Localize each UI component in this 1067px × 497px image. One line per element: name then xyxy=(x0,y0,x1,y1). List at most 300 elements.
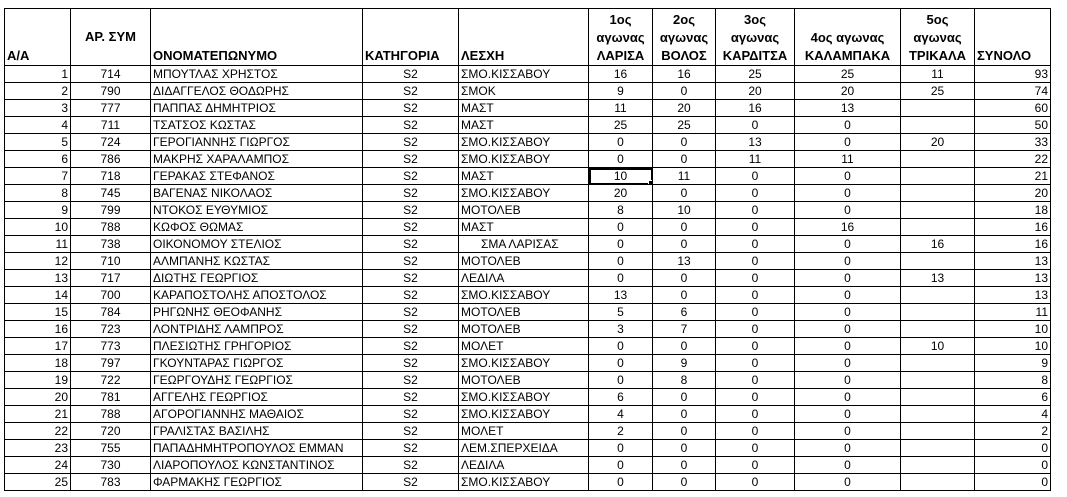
cell-ar-sym[interactable]: 786 xyxy=(71,151,151,168)
cell-race-5[interactable]: 20 xyxy=(901,134,975,151)
cell-race-4[interactable]: 0 xyxy=(795,321,901,338)
cell-race-3[interactable]: 0 xyxy=(716,219,795,236)
cell-race-5[interactable] xyxy=(901,474,975,491)
cell-aa[interactable]: 13 xyxy=(5,270,71,287)
cell-race-2[interactable]: 0 xyxy=(653,423,716,440)
cell-category[interactable]: S2 xyxy=(363,185,459,202)
cell-race-4[interactable]: 0 xyxy=(795,253,901,270)
cell-race-4[interactable]: 0 xyxy=(795,423,901,440)
cell-ar-sym[interactable]: 784 xyxy=(71,304,151,321)
header-club[interactable]: ΛΕΣΧΗ xyxy=(459,9,589,66)
cell-race-5[interactable]: 11 xyxy=(901,66,975,83)
cell-race-1[interactable]: 4 xyxy=(589,406,653,423)
header-race-1-line-3: ΛΑΡΙΣΑ xyxy=(596,48,645,63)
cell-total[interactable]: 60 xyxy=(975,100,1051,117)
cell-aa[interactable]: 17 xyxy=(5,338,71,355)
cell-club[interactable]: ΣΜΟ.ΚΙΣΣΑΒΟΥ xyxy=(459,66,589,83)
cell-race-2[interactable]: 0 xyxy=(653,440,716,457)
cell-ar-sym[interactable]: 714 xyxy=(71,66,151,83)
cell-race-3[interactable]: 0 xyxy=(716,253,795,270)
header-race-2[interactable] xyxy=(653,9,716,66)
cell-aa[interactable]: 10 xyxy=(5,219,71,236)
cell-ar-sym[interactable]: 717 xyxy=(71,270,151,287)
cell-ar-sym[interactable]: 711 xyxy=(71,117,151,134)
cell-race-4[interactable]: 0 xyxy=(795,117,901,134)
cell-name[interactable]: ΚΑΡΑΠΟΣΤΟΛΗΣ ΑΠΟΣΤΟΛΟΣ xyxy=(151,287,363,304)
cell-category[interactable]: S2 xyxy=(363,287,459,304)
cell-race-4[interactable]: 0 xyxy=(795,236,901,253)
cell-total[interactable]: 50 xyxy=(975,117,1051,134)
cell-race-4[interactable]: 20 xyxy=(795,83,901,100)
cell-aa[interactable]: 12 xyxy=(5,253,71,270)
cell-race-5[interactable] xyxy=(901,253,975,270)
cell-aa[interactable]: 21 xyxy=(5,406,71,423)
cell-race-2[interactable]: 0 xyxy=(653,287,716,304)
cell-ar-sym[interactable]: 718 xyxy=(71,168,151,185)
cell-race-5[interactable] xyxy=(901,151,975,168)
header-category[interactable]: ΚΑΤΗΓΟΡΙΑ xyxy=(363,9,459,66)
cell-ar-sym[interactable]: 745 xyxy=(71,185,151,202)
cell-race-4[interactable]: 13 xyxy=(795,100,901,117)
cell-ar-sym[interactable]: 710 xyxy=(71,253,151,270)
cell-ar-sym[interactable]: 724 xyxy=(71,134,151,151)
cell-race-5[interactable] xyxy=(901,457,975,474)
cell-aa[interactable]: 6 xyxy=(5,151,71,168)
cell-race-4[interactable]: 16 xyxy=(795,219,901,236)
cell-name[interactable]: ΚΩΦΟΣ ΘΩΜΑΣ xyxy=(151,219,363,236)
cell-race-1[interactable]: 0 xyxy=(589,219,653,236)
cell-club[interactable]: ΣΜΟ.ΚΙΣΣΑΒΟΥ xyxy=(459,287,589,304)
cell-club[interactable]: ΜΟΤΟΛΕΒ xyxy=(459,202,589,219)
cell-race-3[interactable]: 0 xyxy=(716,202,795,219)
cell-race-1[interactable]: 0 xyxy=(589,457,653,474)
cell-club[interactable]: ΣΜΟ.ΚΙΣΣΑΒΟΥ xyxy=(459,406,589,423)
cell-race-5[interactable] xyxy=(901,100,975,117)
cell-race-1[interactable]: 0 xyxy=(589,338,653,355)
cell-race-4[interactable]: 0 xyxy=(795,457,901,474)
cell-race-1[interactable]: 5 xyxy=(589,304,653,321)
cell-race-3[interactable]: 0 xyxy=(716,117,795,134)
cell-club[interactable]: ΣΜΟΚ xyxy=(459,83,589,100)
cell-ar-sym[interactable]: 797 xyxy=(71,355,151,372)
header-race-3-line-3: ΚΑΡΔΙΤΣΑ xyxy=(722,48,788,63)
cell-race-2[interactable]: 0 xyxy=(653,219,716,236)
cell-race-1[interactable]: 0 xyxy=(589,270,653,287)
cell-name[interactable]: ΒΑΓΕΝΑΣ ΝΙΚΟΛΑΟΣ xyxy=(151,185,363,202)
cell-category[interactable]: S2 xyxy=(363,219,459,236)
cell-race-1[interactable]: 0 xyxy=(589,253,653,270)
cell-club[interactable]: ΜΟΤΟΛΕΒ xyxy=(459,304,589,321)
cell-ar-sym[interactable]: 723 xyxy=(71,321,151,338)
cell-ar-sym[interactable]: 720 xyxy=(71,423,151,440)
cell-race-1[interactable]: 0 xyxy=(589,236,653,253)
cell-category[interactable]: S2 xyxy=(363,372,459,389)
cell-aa[interactable]: 4 xyxy=(5,117,71,134)
cell-race-3[interactable]: 0 xyxy=(716,168,795,185)
cell-race-2[interactable]: 7 xyxy=(653,321,716,338)
cell-name[interactable]: ΝΤΟΚΟΣ ΕΥΘΥΜΙΟΣ xyxy=(151,202,363,219)
cell-race-2[interactable]: 0 xyxy=(653,185,716,202)
cell-total[interactable]: 20 xyxy=(975,185,1051,202)
cell-total[interactable]: 10 xyxy=(975,321,1051,338)
cell-race-2[interactable]: 9 xyxy=(653,355,716,372)
cell-race-3[interactable]: 13 xyxy=(716,134,795,151)
cell-race-2[interactable]: 10 xyxy=(653,202,716,219)
cell-club[interactable]: ΜΟΛΕΤ xyxy=(459,423,589,440)
cell-total[interactable]: 33 xyxy=(975,134,1051,151)
cell-category[interactable]: S2 xyxy=(363,66,459,83)
cell-race-3[interactable]: 0 xyxy=(716,321,795,338)
cell-race-5[interactable] xyxy=(901,321,975,338)
cell-club[interactable]: ΣΜΟ.ΚΙΣΣΑΒΟΥ xyxy=(459,355,589,372)
cell-race-3[interactable]: 0 xyxy=(716,457,795,474)
cell-name[interactable]: ΓΡΑΛΙΣΤΑΣ ΒΑΣΙΛΗΣ xyxy=(151,423,363,440)
cell-race-3[interactable]: 0 xyxy=(716,389,795,406)
table-row xyxy=(5,389,1051,406)
cell-category[interactable]: S2 xyxy=(363,321,459,338)
cell-race-2[interactable]: 0 xyxy=(653,270,716,287)
cell-aa[interactable]: 3 xyxy=(5,100,71,117)
cell-club[interactable]: ΣΜΟ.ΚΙΣΣΑΒΟΥ xyxy=(459,134,589,151)
cell-ar-sym[interactable]: 781 xyxy=(71,389,151,406)
cell-aa[interactable]: 8 xyxy=(5,185,71,202)
cell-race-1[interactable]: 6 xyxy=(589,389,653,406)
cell-club[interactable]: ΜΑΣΤ xyxy=(459,219,589,236)
cell-race-2[interactable]: 8 xyxy=(653,372,716,389)
cell-race-4[interactable]: 0 xyxy=(795,406,901,423)
cell-race-3[interactable]: 0 xyxy=(716,304,795,321)
cell-category[interactable]: S2 xyxy=(363,457,459,474)
cell-race-1[interactable]: 0 xyxy=(589,134,653,151)
header-name[interactable]: ΟΝΟΜΑΤΕΠΩΝΥΜΟ xyxy=(151,9,363,66)
cell-race-3[interactable]: 0 xyxy=(716,185,795,202)
cell-total[interactable]: 8 xyxy=(975,372,1051,389)
cell-name[interactable]: ΠΛΕΣΙΩΤΗΣ ΓΡΗΓΟΡΙΟΣ xyxy=(151,338,363,355)
cell-race-1[interactable]: 20 xyxy=(589,185,653,202)
cell-race-4[interactable]: 0 xyxy=(795,168,901,185)
cell-race-2[interactable]: 0 xyxy=(653,389,716,406)
cell-club[interactable]: ΣΜΑ ΛΑΡΙΣΑΣ xyxy=(459,236,589,253)
cell-race-1[interactable]: 13 xyxy=(589,287,653,304)
cell-category[interactable]: S2 xyxy=(363,134,459,151)
cell-aa[interactable]: 14 xyxy=(5,287,71,304)
cell-name[interactable]: ΟΙΚΟΝΟΜΟΥ ΣΤΕΛΙΟΣ xyxy=(151,236,363,253)
cell-race-5[interactable] xyxy=(901,304,975,321)
cell-name[interactable]: ΑΓΟΡΟΓΙΑΝΝΗΣ ΜΑΘΑΙΟΣ xyxy=(151,406,363,423)
cell-race-3[interactable]: 0 xyxy=(716,440,795,457)
cell-race-3[interactable]: 20 xyxy=(716,83,795,100)
cell-aa[interactable]: 24 xyxy=(5,457,71,474)
cell-name[interactable]: ΦΑΡΜΑΚΗΣ ΓΕΩΡΓΙΟΣ xyxy=(151,474,363,491)
cell-race-4[interactable]: 0 xyxy=(795,338,901,355)
table-row xyxy=(5,474,1051,491)
header-race-4[interactable] xyxy=(795,9,901,66)
table-row xyxy=(5,287,1051,304)
table-row xyxy=(5,338,1051,355)
cell-race-1[interactable]: 10 xyxy=(589,168,653,185)
cell-club[interactable]: ΣΜΟ.ΚΙΣΣΑΒΟΥ xyxy=(459,185,589,202)
header-race-1[interactable] xyxy=(589,9,653,66)
cell-race-3[interactable]: 25 xyxy=(716,66,795,83)
cell-race-2[interactable]: 20 xyxy=(653,100,716,117)
cell-race-3[interactable]: 0 xyxy=(716,355,795,372)
cell-ar-sym[interactable]: 788 xyxy=(71,406,151,423)
cell-name[interactable]: ΡΗΓΩΝΗΣ ΘΕΟΦΑΝΗΣ xyxy=(151,304,363,321)
cell-race-1[interactable]: 8 xyxy=(589,202,653,219)
cell-category[interactable]: S2 xyxy=(363,474,459,491)
cell-race-2[interactable]: 0 xyxy=(653,338,716,355)
cell-category[interactable]: S2 xyxy=(363,423,459,440)
cell-club[interactable]: ΜΟΛΕΤ xyxy=(459,338,589,355)
cell-race-2[interactable]: 0 xyxy=(653,134,716,151)
cell-race-5[interactable] xyxy=(901,185,975,202)
cell-club[interactable]: ΛΕΔΙΛΑ xyxy=(459,270,589,287)
cell-ar-sym[interactable]: 799 xyxy=(71,202,151,219)
cell-race-4[interactable]: 0 xyxy=(795,185,901,202)
cell-race-4[interactable]: 0 xyxy=(795,389,901,406)
cell-category[interactable]: S2 xyxy=(363,151,459,168)
cell-ar-sym[interactable]: 773 xyxy=(71,338,151,355)
cell-total[interactable]: 16 xyxy=(975,236,1051,253)
cell-total[interactable]: 21 xyxy=(975,168,1051,185)
cell-race-3[interactable]: 0 xyxy=(716,236,795,253)
cell-race-2[interactable]: 0 xyxy=(653,457,716,474)
cell-aa[interactable]: 20 xyxy=(5,389,71,406)
cell-race-1[interactable]: 9 xyxy=(589,83,653,100)
cell-club[interactable]: ΜΟΤΟΛΕΒ xyxy=(459,372,589,389)
cell-category[interactable]: S2 xyxy=(363,202,459,219)
cell-race-5[interactable] xyxy=(901,219,975,236)
cell-race-2[interactable]: 0 xyxy=(653,151,716,168)
cell-race-4[interactable]: 0 xyxy=(795,372,901,389)
cell-race-3[interactable]: 0 xyxy=(716,372,795,389)
cell-race-2[interactable]: 25 xyxy=(653,117,716,134)
cell-total[interactable]: 10 xyxy=(975,338,1051,355)
cell-total[interactable]: 74 xyxy=(975,83,1051,100)
cell-race-3[interactable]: 0 xyxy=(716,406,795,423)
cell-race-5[interactable] xyxy=(901,168,975,185)
cell-race-3[interactable]: 0 xyxy=(716,270,795,287)
cell-aa[interactable]: 23 xyxy=(5,440,71,457)
cell-total[interactable]: 93 xyxy=(975,66,1051,83)
cell-ar-sym[interactable]: 722 xyxy=(71,372,151,389)
cell-ar-sym[interactable]: 788 xyxy=(71,219,151,236)
cell-race-1[interactable]: 2 xyxy=(589,423,653,440)
cell-ar-sym[interactable]: 755 xyxy=(71,440,151,457)
cell-total[interactable]: 13 xyxy=(975,270,1051,287)
cell-category[interactable]: S2 xyxy=(363,270,459,287)
cell-race-1[interactable]: 0 xyxy=(589,474,653,491)
cell-total[interactable]: 11 xyxy=(975,304,1051,321)
cell-name[interactable]: ΓΕΡΟΓΙΑΝΝΗΣ ΓΙΩΡΓΟΣ xyxy=(151,134,363,151)
cell-race-5[interactable]: 10 xyxy=(901,338,975,355)
header-total[interactable]: ΣΥΝΟΛΟ xyxy=(975,9,1051,66)
cell-total[interactable]: 4 xyxy=(975,406,1051,423)
cell-race-5[interactable] xyxy=(901,372,975,389)
cell-race-2[interactable]: 0 xyxy=(653,406,716,423)
cell-total[interactable]: 6 xyxy=(975,389,1051,406)
cell-name[interactable]: ΓΕΡΑΚΑΣ ΣΤΕΦΑΝΟΣ xyxy=(151,168,363,185)
table-row xyxy=(5,83,1051,100)
cell-category[interactable]: S2 xyxy=(363,83,459,100)
cell-race-2[interactable]: 0 xyxy=(653,474,716,491)
cell-race-1[interactable]: 0 xyxy=(589,372,653,389)
cell-race-1[interactable]: 16 xyxy=(589,66,653,83)
cell-name[interactable]: ΓΕΩΡΓΟΥΔΗΣ ΓΕΩΡΓΙΟΣ xyxy=(151,372,363,389)
cell-race-5[interactable] xyxy=(901,423,975,440)
cell-category[interactable]: S2 xyxy=(363,117,459,134)
cell-club[interactable]: ΣΜΟ.ΚΙΣΣΑΒΟΥ xyxy=(459,474,589,491)
cell-race-4[interactable]: 0 xyxy=(795,134,901,151)
cell-aa[interactable]: 9 xyxy=(5,202,71,219)
cell-aa[interactable]: 11 xyxy=(5,236,71,253)
cell-total[interactable]: 18 xyxy=(975,202,1051,219)
cell-race-5[interactable] xyxy=(901,440,975,457)
cell-name[interactable]: ΠΑΠΠΑΣ ΔΗΜΗΤΡΙΟΣ xyxy=(151,100,363,117)
cell-race-4[interactable]: 0 xyxy=(795,440,901,457)
cell-aa[interactable]: 19 xyxy=(5,372,71,389)
cell-race-5[interactable]: 13 xyxy=(901,270,975,287)
header-ar-sym[interactable]: ΑΡ. ΣΥΜ xyxy=(71,9,151,66)
cell-race-5[interactable]: 25 xyxy=(901,83,975,100)
cell-total[interactable]: 0 xyxy=(975,440,1051,457)
cell-name[interactable]: ΤΣΑΤΣΟΣ ΚΩΣΤΑΣ xyxy=(151,117,363,134)
table-row xyxy=(5,168,1051,185)
cell-race-1[interactable]: 3 xyxy=(589,321,653,338)
cell-total[interactable]: 0 xyxy=(975,474,1051,491)
header-aa[interactable]: Α/Α xyxy=(5,9,71,66)
cell-total[interactable]: 13 xyxy=(975,253,1051,270)
cell-race-3[interactable]: 0 xyxy=(716,287,795,304)
cell-name[interactable]: ΑΛΜΠΑΝΗΣ ΚΩΣΤΑΣ xyxy=(151,253,363,270)
cell-category[interactable]: S2 xyxy=(363,389,459,406)
cell-club[interactable]: ΣΜΟ.ΚΙΣΣΑΒΟΥ xyxy=(459,151,589,168)
cell-ar-sym[interactable]: 790 xyxy=(71,83,151,100)
cell-race-1[interactable]: 0 xyxy=(589,440,653,457)
cell-race-5[interactable] xyxy=(901,355,975,372)
cell-name[interactable]: ΓΚΟΥΝΤΑΡΑΣ ΓΙΩΡΓΟΣ xyxy=(151,355,363,372)
cell-club[interactable]: ΜΑΣΤ xyxy=(459,168,589,185)
cell-club[interactable]: ΜΑΣΤ xyxy=(459,100,589,117)
cell-total[interactable]: 22 xyxy=(975,151,1051,168)
cell-aa[interactable]: 18 xyxy=(5,355,71,372)
cell-race-4[interactable]: 0 xyxy=(795,202,901,219)
cell-total[interactable]: 16 xyxy=(975,219,1051,236)
cell-club[interactable]: ΜΟΤΟΛΕΒ xyxy=(459,321,589,338)
cell-race-4[interactable]: 11 xyxy=(795,151,901,168)
cell-category[interactable]: S2 xyxy=(363,253,459,270)
header-race-5[interactable] xyxy=(901,9,975,66)
cell-race-4[interactable]: 0 xyxy=(795,270,901,287)
cell-race-2[interactable]: 0 xyxy=(653,83,716,100)
cell-race-3[interactable]: 0 xyxy=(716,338,795,355)
table-row xyxy=(5,253,1051,270)
cell-race-5[interactable] xyxy=(901,202,975,219)
cell-race-2[interactable]: 16 xyxy=(653,66,716,83)
cell-race-2[interactable]: 11 xyxy=(653,168,716,185)
cell-club[interactable]: ΣΜΟ.ΚΙΣΣΑΒΟΥ xyxy=(459,389,589,406)
cell-name[interactable]: ΛΟΝΤΡΙΔΗΣ ΛΑΜΠΡΟΣ xyxy=(151,321,363,338)
cell-race-5[interactable] xyxy=(901,287,975,304)
cell-category[interactable]: S2 xyxy=(363,168,459,185)
cell-race-4[interactable]: 25 xyxy=(795,66,901,83)
header-race-1-line-2: αγωνας xyxy=(596,30,645,45)
cell-race-5[interactable] xyxy=(901,117,975,134)
table-row xyxy=(5,185,1051,202)
cell-category[interactable]: S2 xyxy=(363,440,459,457)
cell-club[interactable]: ΛΕΔΙΛΑ xyxy=(459,457,589,474)
cell-ar-sym[interactable]: 777 xyxy=(71,100,151,117)
cell-category[interactable]: S2 xyxy=(363,100,459,117)
cell-aa[interactable]: 22 xyxy=(5,423,71,440)
cell-ar-sym[interactable]: 783 xyxy=(71,474,151,491)
header-race-3-line-2: αγωνας xyxy=(730,30,780,45)
cell-race-2[interactable]: 6 xyxy=(653,304,716,321)
cell-name[interactable]: ΔΙΩΤΗΣ ΓΕΩΡΓΙΟΣ xyxy=(151,270,363,287)
cell-total[interactable]: 9 xyxy=(975,355,1051,372)
cell-total[interactable]: 0 xyxy=(975,457,1051,474)
cell-category[interactable]: S2 xyxy=(363,406,459,423)
cell-club[interactable]: ΜΑΣΤ xyxy=(459,117,589,134)
cell-aa[interactable]: 25 xyxy=(5,474,71,491)
cell-club[interactable]: ΛΕΜ.ΣΠΕΡΧΕΙΔΑ xyxy=(459,440,589,457)
cell-club[interactable]: ΜΟΤΟΛΕΒ xyxy=(459,253,589,270)
cell-race-5[interactable]: 16 xyxy=(901,236,975,253)
cell-ar-sym[interactable]: 738 xyxy=(71,236,151,253)
cell-aa[interactable]: 5 xyxy=(5,134,71,151)
header-race-3[interactable] xyxy=(716,9,795,66)
cell-category[interactable]: S2 xyxy=(363,304,459,321)
table-row xyxy=(5,100,1051,117)
cell-aa[interactable]: 7 xyxy=(5,168,71,185)
cell-race-5[interactable] xyxy=(901,406,975,423)
cell-race-4[interactable]: 0 xyxy=(795,355,901,372)
cell-category[interactable]: S2 xyxy=(363,236,459,253)
cell-race-5[interactable] xyxy=(901,389,975,406)
cell-name[interactable]: ΜΑΚΡΗΣ ΧΑΡΑΛΑΜΠΟΣ xyxy=(151,151,363,168)
cell-race-3[interactable]: 0 xyxy=(716,423,795,440)
cell-race-4[interactable]: 0 xyxy=(795,304,901,321)
cell-race-1[interactable]: 0 xyxy=(589,151,653,168)
cell-race-3[interactable]: 11 xyxy=(716,151,795,168)
cell-category[interactable]: S2 xyxy=(363,355,459,372)
cell-name[interactable]: ΔΙΔΑΓΓΕΛΟΣ ΘΟΔΩΡΗΣ xyxy=(151,83,363,100)
cell-category[interactable]: S2 xyxy=(363,338,459,355)
cell-race-1[interactable]: 11 xyxy=(589,100,653,117)
cell-aa[interactable]: 15 xyxy=(5,304,71,321)
cell-total[interactable]: 2 xyxy=(975,423,1051,440)
cell-aa[interactable]: 1 xyxy=(5,66,71,83)
table-row xyxy=(5,270,1051,287)
cell-race-4[interactable]: 0 xyxy=(795,287,901,304)
cell-race-2[interactable]: 0 xyxy=(653,236,716,253)
cell-name[interactable]: ΑΓΓΕΛΗΣ ΓΕΩΡΓΙΟΣ xyxy=(151,389,363,406)
cell-aa[interactable]: 16 xyxy=(5,321,71,338)
cell-race-1[interactable]: 25 xyxy=(589,117,653,134)
cell-name[interactable]: ΠΑΠΑΔΗΜΗΤΡΟΠΟΥΛΟΣ ΕΜΜΑΝ xyxy=(151,440,363,457)
cell-race-3[interactable]: 0 xyxy=(716,474,795,491)
cell-total[interactable]: 13 xyxy=(975,287,1051,304)
cell-race-2[interactable]: 13 xyxy=(653,253,716,270)
cell-name[interactable]: ΜΠΟΥΤΛΑΣ ΧΡΗΣΤΟΣ xyxy=(151,66,363,83)
cell-aa[interactable]: 2 xyxy=(5,83,71,100)
cell-ar-sym[interactable]: 700 xyxy=(71,287,151,304)
cell-race-4[interactable]: 0 xyxy=(795,474,901,491)
cell-name[interactable]: ΛΙΑΡΟΠΟΥΛΟΣ ΚΩΝΣΤΑΝΤΙΝΟΣ xyxy=(151,457,363,474)
cell-race-3[interactable]: 16 xyxy=(716,100,795,117)
cell-ar-sym[interactable]: 730 xyxy=(71,457,151,474)
cell-race-1[interactable]: 0 xyxy=(589,355,653,372)
